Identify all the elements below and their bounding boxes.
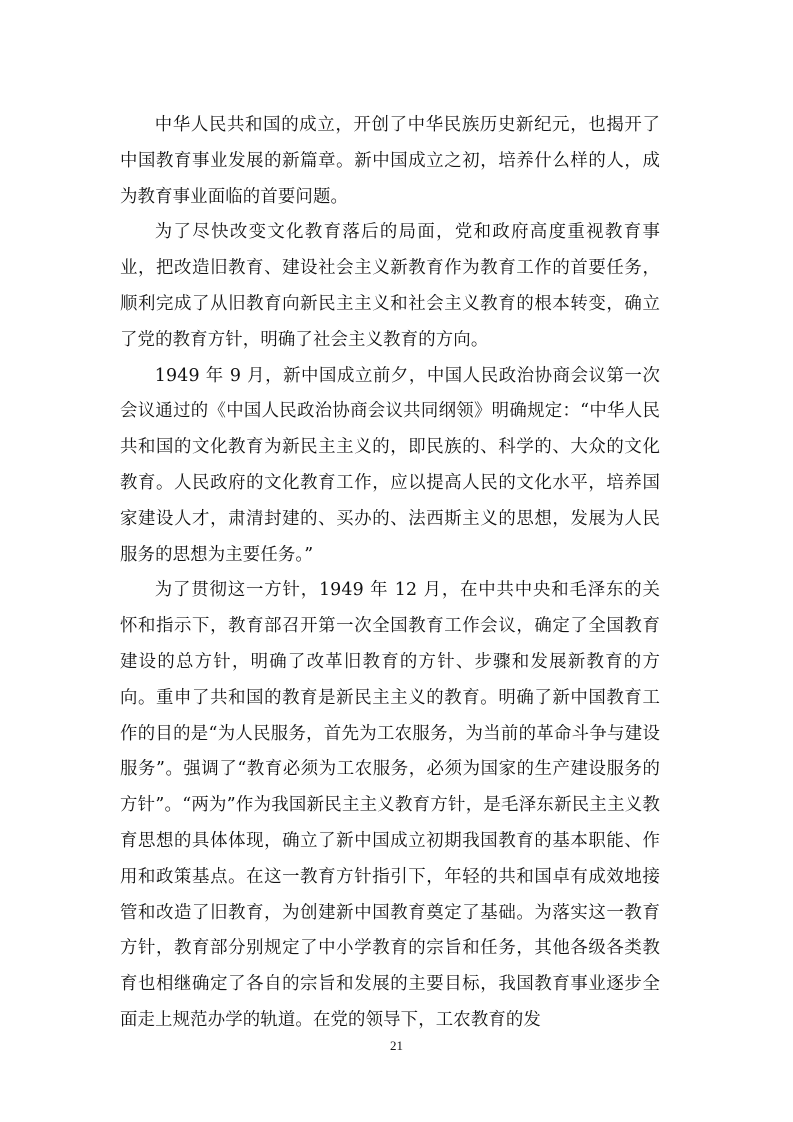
paragraph-4: 为了贯彻这一方针，1949 年 12 月，在中共中央和毛泽东的关怀和指示下，教育部召开第一次全国教育工作会议，确定了全国教育建设的总方针，明确了改革旧教育的方针、步骤和发展新教育的方向。重申了共和国的教育是新民主主义的教育。明确了新中国教育工作的目的是“为人民服务，首先为工农服务，为当前的革命斗争与建设服务”。强调了“教育必须为工农服务，必须为国家的生产建设服务的方针”。“两为”作为我国新民主主义教育方针，是毛泽东新民主主义教育思想的具体体现，确立了新中国成立初期我国教育的基本职能、作用和政策基点。在这一教育方针指引下，年轻的共和国卓有成效地接管和改造了旧教育，为创建新中国教育奠定了基础。为落实这一教育方针，教育部分别规定了中小学教育的宗旨和任务，其他各级各类教育也相继确定了各自的宗旨和发展的主要目标，我国教育事业逐步全面走上规范办学的轨道。在党的领导下，工农教育的发 bbox=[120, 580, 660, 1030]
paragraph-1: 中华人民共和国的成立，开创了中华民族历史新纪元，也揭开了中国教育事业发展的新篇章。新中国成立之初，培养什么样的人，成为教育事业面临的首要问题。 bbox=[120, 115, 660, 207]
body-text bbox=[120, 108, 660, 1039]
page-number: 21 bbox=[390, 1038, 403, 1053]
paragraph-2: 为了尽快改变文化教育落后的局面，党和政府高度重视教育事业，把改造旧教育、建设社会主义新教育作为教育工作的首要任务，顺利完成了从旧教育向新民主主义和社会主义教育的根本转变，确立了党的教育方针，明确了社会主义教育的方向。 bbox=[120, 222, 660, 350]
paragraph-3: 1949 年 9 月，新中国成立前夕，中国人民政治协商会议第一次会议通过的《中国人民政治协商会议共同纲领》明确规定：“中华人民共和国的文化教育为新民主主义的，即民族的、科学的、大众的文化教育。人民政府的文化教育工作，应以提高人民的文化水平，培养国家建设人才，肃清封建的、买办的、法西斯主义的思想，发展为人民服务的思想为主要任务。” bbox=[120, 365, 660, 565]
